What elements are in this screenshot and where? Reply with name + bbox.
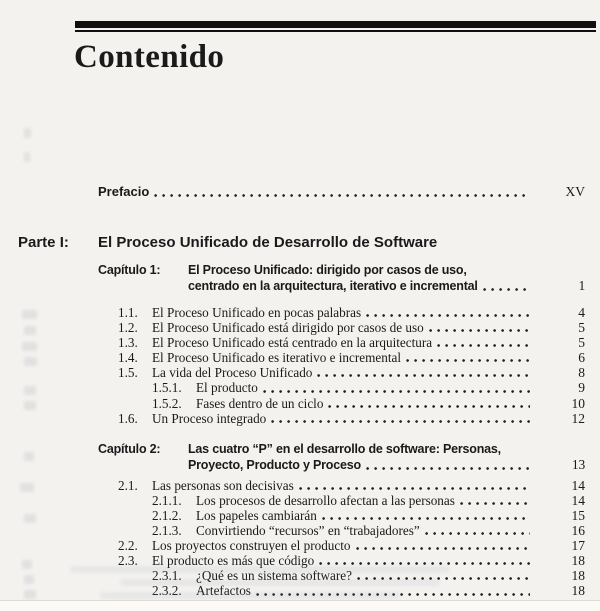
chapter-heading: [98, 441, 585, 473]
section-title: El producto es más que código: [152, 553, 315, 569]
top-rule: [75, 21, 596, 32]
toc-entry: [118, 478, 585, 493]
section-title: Fases dentro de un ciclo: [196, 395, 324, 411]
dot-leader: [328, 405, 530, 408]
section-number: 1.1.: [118, 305, 138, 320]
section-page-number: 17: [571, 538, 585, 554]
chapter-title-line2: [188, 457, 585, 473]
toc-entry: [118, 493, 585, 508]
scan-artifact: [24, 401, 36, 410]
section-title: El Proceso Unificado es iterativo e incremental: [152, 350, 402, 366]
section-number: 1.2.: [118, 320, 138, 336]
section-title: ¿Qué es un sistema software?: [196, 568, 352, 584]
dot-leader: [366, 314, 530, 317]
chapter-label: Capítulo 1:: [98, 263, 161, 277]
section-page-number: 6: [578, 350, 585, 366]
dot-leader: [154, 194, 530, 197]
toc-entry: [118, 380, 585, 395]
page-bleedthrough: [70, 566, 450, 573]
scan-artifact: [22, 342, 37, 351]
chapter-title-line2-text: Proyecto, Producto y Proceso: [188, 457, 361, 472]
dot-leader: [263, 390, 530, 393]
dot-leader: [299, 487, 530, 490]
chapter-title: [188, 441, 585, 473]
dot-leader: [483, 288, 530, 291]
top-rule-thick-line: [75, 21, 596, 28]
section-title: Artefactos: [196, 583, 251, 599]
page-title: Contenido: [74, 39, 225, 75]
section-number: 2.3.: [118, 553, 138, 569]
toc-entry: [118, 538, 585, 553]
chapter-page-number: 1: [578, 278, 585, 293]
toc-entry: [118, 365, 585, 380]
section-page-number: 18: [571, 583, 585, 599]
section-number: 1.3.: [118, 335, 138, 351]
part-heading: [18, 233, 585, 252]
chapter-title-line1: Las cuatro “P” en el desarrollo de software: Personas,: [188, 441, 501, 456]
section-page-number: 15: [571, 507, 585, 523]
section-page-number: 9: [578, 380, 585, 396]
dot-leader: [356, 547, 531, 550]
section-page-number: 10: [571, 395, 585, 411]
chapters: [0, 262, 600, 599]
dot-leader: [429, 329, 530, 332]
section-page-number: 16: [571, 523, 585, 539]
section-page-number: 5: [578, 335, 585, 351]
chapter-title-line2: [188, 278, 585, 294]
section-title: Las personas son decisivas: [152, 477, 294, 493]
section-number: 2.1.2.: [152, 507, 182, 523]
toc-entry: [118, 320, 585, 335]
scan-artifact: [24, 326, 36, 335]
section-title: El producto: [196, 380, 258, 396]
section-title: El Proceso Unificado está centrado en la arquitectura: [152, 335, 433, 351]
chapter-page-number: 13: [571, 456, 585, 472]
dot-leader: [406, 359, 530, 362]
section-page-number: 12: [571, 410, 585, 426]
section-number: 1.6.: [118, 410, 138, 426]
toc-entry: [118, 305, 585, 320]
section-page-number: 18: [571, 553, 585, 569]
chapter-label: Capítulo 2:: [98, 441, 161, 456]
dot-leader: [322, 517, 530, 520]
scan-artifact: [24, 386, 36, 395]
scan-artifact: [24, 514, 36, 523]
dot-leader: [437, 344, 530, 347]
section-title: El Proceso Unificado en pocas palabras: [152, 305, 362, 320]
part-label: Parte I:: [18, 234, 69, 251]
scan-artifact: [24, 128, 31, 138]
prefacio-label: Prefacio: [98, 184, 150, 199]
section-number: 2.1.: [118, 477, 138, 493]
scan-artifact: [24, 575, 34, 584]
toc-entry: [118, 350, 585, 365]
dot-leader: [271, 420, 530, 423]
dot-leader: [366, 467, 530, 470]
prefacio-page-number: XV: [565, 184, 585, 199]
section-page-number: 18: [571, 568, 585, 584]
scan-artifact: [24, 590, 36, 599]
scan-artifact: [24, 357, 37, 366]
section-number: 1.5.2.: [152, 395, 182, 411]
chapter-title-line2-text: centrado en la arquitectura, iterativo e incremental: [188, 279, 478, 293]
section-title: Los proyectos construyen el producto: [152, 538, 351, 554]
page-bleedthrough: [120, 579, 440, 586]
section-title: El Proceso Unificado está dirigido por casos de uso: [152, 320, 424, 336]
dot-leader: [425, 532, 530, 535]
table-of-contents: [0, 184, 600, 599]
toc-entry: [118, 411, 585, 426]
chapter-title: [188, 262, 585, 294]
section-number: 1.4.: [118, 350, 138, 366]
section-number: 1.5.: [118, 365, 138, 381]
section-page-number: 14: [571, 492, 585, 508]
scan-artifact: [20, 483, 34, 492]
dot-leader: [319, 562, 530, 565]
dot-leader: [317, 374, 530, 377]
scan-artifact: [22, 310, 37, 319]
section-title: Un Proceso integrado: [152, 410, 267, 426]
section-title: La vida del Proceso Unificado: [152, 365, 313, 381]
section-page-number: 4: [578, 305, 585, 320]
section-page-number: 5: [578, 320, 585, 336]
section-number: 1.5.1.: [152, 380, 182, 396]
section-title: Convirtiendo “recursos” en “trabajadores”: [196, 523, 420, 539]
section-number: 2.3.2.: [152, 583, 182, 599]
section-page-number: 14: [571, 477, 585, 493]
toc-entry: [118, 335, 585, 350]
top-rule-thin-line: [75, 30, 596, 32]
section-number: 2.1.1.: [152, 492, 182, 508]
section-title: Los papeles cambiarán: [196, 507, 317, 523]
page-bleedthrough: [100, 592, 400, 599]
toc-entry: [118, 523, 585, 538]
section-number: 2.2.: [118, 538, 138, 554]
toc-entry: [118, 508, 585, 523]
scan-edge: [0, 600, 600, 611]
chapter-heading: [98, 262, 585, 294]
toc-entry-prefacio: [98, 184, 585, 200]
dot-leader: [460, 502, 530, 505]
scan-artifact: [24, 452, 34, 461]
part-title: El Proceso Unificado de Desarrollo de Software: [98, 234, 438, 251]
section-page-number: 8: [578, 365, 585, 381]
toc-entry: [118, 396, 585, 411]
section-number: 2.1.3.: [152, 523, 182, 539]
chapter-title-line1: El Proceso Unificado: dirigido por casos de uso,: [188, 263, 467, 277]
section-list: [118, 305, 585, 426]
section-title: Los procesos de desarrollo afectan a las personas: [196, 492, 455, 508]
scan-artifact: [22, 560, 32, 569]
section-number: 2.3.1.: [152, 568, 182, 584]
scan-artifact: [24, 152, 30, 162]
